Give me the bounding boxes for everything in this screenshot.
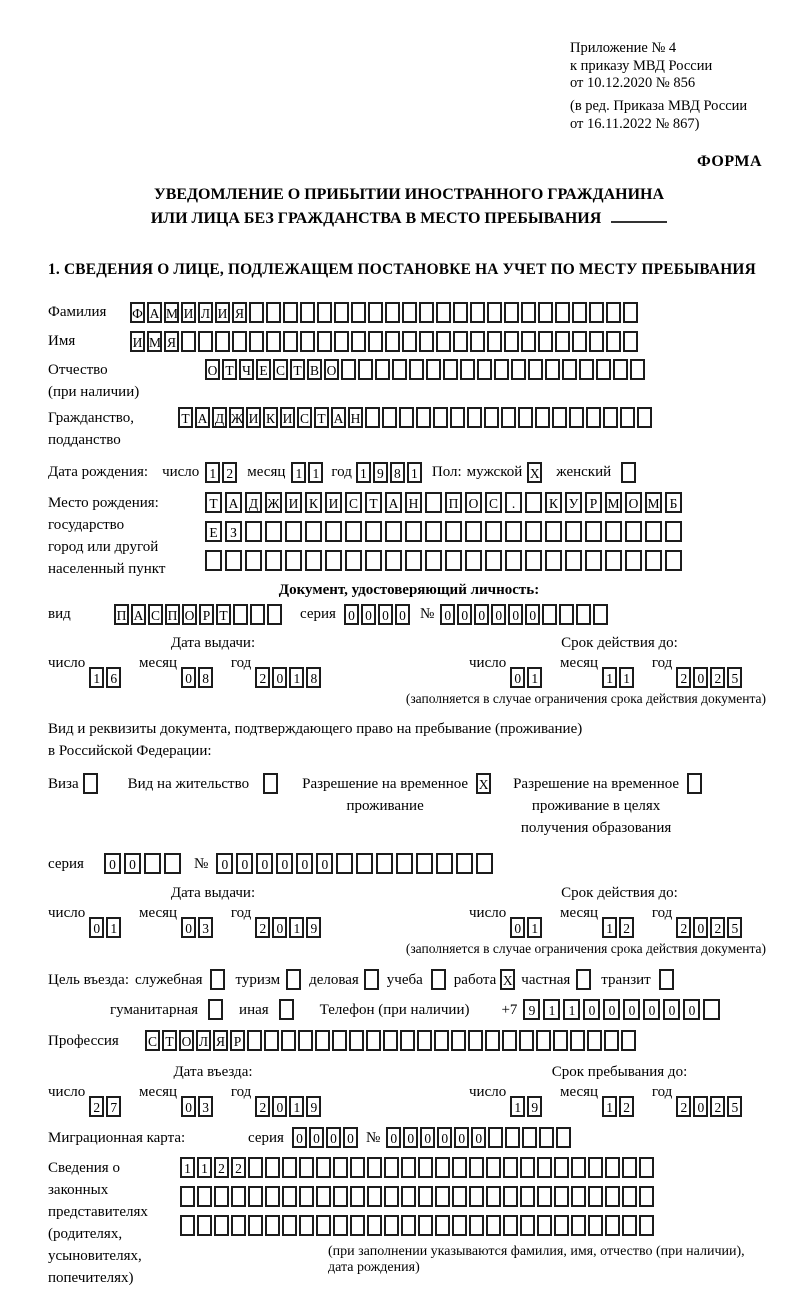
- migration-card-number-label: №: [365, 1129, 381, 1146]
- purpose-work-label: работа: [453, 971, 497, 988]
- stay-until-half: [409, 1062, 770, 1117]
- day-label: число: [162, 464, 200, 481]
- temporary-residence-education-checkbox[interactable]: [687, 773, 704, 794]
- title-blank-underline: [611, 209, 667, 223]
- doc-number-label: №: [419, 606, 435, 623]
- stay-doc-dates: [48, 883, 770, 938]
- expiry-date-fields: [409, 655, 770, 688]
- entry-day-boxes[interactable]: 2 7: [89, 1096, 123, 1117]
- doc-kind-boxes[interactable]: П А С П О Р Т: [114, 604, 284, 625]
- surname-row: [48, 301, 770, 323]
- doc-number-boxes[interactable]: 0 0 0 0 0 0: [440, 604, 610, 625]
- month-label: месяц: [559, 904, 599, 921]
- citizenship-boxes[interactable]: Т А Д Ж И К И С Т А Н: [178, 407, 654, 428]
- stay-doc-expiry-month-boxes[interactable]: 1 2: [602, 917, 636, 938]
- representatives-boxes: [180, 1157, 770, 1276]
- day-label: число: [469, 1083, 507, 1100]
- purpose-label: Цель въезда:: [48, 971, 129, 988]
- day-label: число: [469, 655, 507, 672]
- regulation-reference: [570, 40, 770, 133]
- day-label: число: [48, 1083, 86, 1100]
- stay-doc-issue-fields: [48, 905, 409, 938]
- surname-boxes[interactable]: Ф А М И Л И Я: [130, 302, 640, 323]
- year-label: год: [651, 1083, 673, 1100]
- issue-year-boxes[interactable]: 2 0 1 8: [255, 667, 323, 688]
- representatives-note: (при заполнении указываются фамилия, имя, отчество (при наличии), дата рождения): [328, 1243, 745, 1275]
- citizenship-label: Гражданство, подданство: [48, 410, 135, 449]
- birth-year-boxes[interactable]: 1 9 8 1: [356, 462, 424, 483]
- representatives-row-3[interactable]: [180, 1215, 770, 1236]
- given-name-label: Имя: [48, 333, 76, 350]
- stay-doc-expiry-fields: [409, 905, 770, 938]
- migration-card-label: Миграционная карта:: [48, 1129, 186, 1146]
- day-label: число: [48, 655, 86, 672]
- purpose-humanitarian-label: гуманитарная: [110, 1001, 199, 1018]
- sex-female-label: женский: [556, 464, 612, 481]
- migration-card-row: [48, 1127, 770, 1149]
- stay-doc-issue-month-boxes[interactable]: 0 3: [181, 917, 215, 938]
- stay-doc-issue-year-boxes[interactable]: 2 0 1 9: [255, 917, 323, 938]
- issue-day-boxes[interactable]: 1 6: [89, 667, 123, 688]
- amendment-line-1: (в ред. Приказа МВД России: [570, 98, 748, 115]
- year-label: год: [651, 655, 673, 672]
- purpose-other-checkbox[interactable]: [279, 999, 296, 1020]
- stay-doc-expiry-year-boxes[interactable]: 2 0 2 5: [676, 917, 744, 938]
- expiry-note: (заполняется в случае ограничения срока действия документа): [405, 691, 766, 707]
- stay-doc-expiry-note: (заполняется в случае ограничения срока действия документа): [405, 940, 766, 956]
- entry-date-fields: [48, 1084, 409, 1117]
- stay-doc-expiry-half: [409, 883, 770, 938]
- purpose-official-checkbox[interactable]: [210, 969, 227, 990]
- birth-place-row-3[interactable]: [205, 550, 685, 571]
- issue-month-boxes[interactable]: 0 8: [181, 667, 215, 688]
- year-label: год: [651, 904, 673, 921]
- purpose-humanitarian-checkbox[interactable]: [208, 999, 225, 1020]
- profession-boxes[interactable]: С Т О Л Я Р: [145, 1030, 638, 1051]
- stay-doc-options: [48, 773, 770, 839]
- month-label: месяц: [247, 464, 286, 481]
- birth-date-label: Дата рождения:: [48, 464, 149, 481]
- month-label: месяц: [138, 655, 178, 672]
- order-line: к приказу МВД России: [570, 57, 713, 74]
- purpose-tourism-checkbox[interactable]: [286, 969, 303, 990]
- day-label: число: [48, 904, 86, 921]
- identity-doc-dates: [48, 633, 770, 688]
- day-label: число: [469, 904, 507, 921]
- entry-month-boxes[interactable]: 0 3: [181, 1096, 215, 1117]
- purpose-business-checkbox[interactable]: [364, 969, 381, 990]
- year-label: год: [331, 464, 352, 481]
- expiry-date-heading: Срок действия до:: [561, 635, 678, 652]
- entry-date-half: [48, 1062, 409, 1117]
- month-label: месяц: [138, 904, 178, 921]
- patronymic-label: Отчество (при наличии): [48, 362, 140, 401]
- birth-place-row-1[interactable]: Т А Д Ж И К И С Т А Н П О С . К У Р М О М Б: [205, 492, 685, 513]
- migration-card-number-boxes[interactable]: 0 0 0 0 0 0: [386, 1127, 573, 1148]
- forma-label: ФОРМА: [696, 153, 762, 171]
- sex-female-checkbox[interactable]: [621, 462, 638, 483]
- form-title-line-1: УВЕДОМЛЕНИЕ О ПРИБЫТИИ ИНОСТРАННОГО ГРАЖДАНИНА: [153, 186, 665, 204]
- birth-place-label: Место рождения: государство город или другой населенный пункт: [48, 495, 166, 578]
- stay-doc-intro: Вид и реквизиты документа, подтверждающего право на пребывание (проживание) в Российской Федерации:: [48, 721, 583, 760]
- purpose-other-label: иная: [239, 1001, 269, 1018]
- form-title: [48, 183, 770, 231]
- stay-until-year-boxes[interactable]: 2 0 2 5: [676, 1096, 744, 1117]
- purpose-tourism-label: туризм: [235, 971, 281, 988]
- visa-option: Виза: [48, 773, 100, 795]
- stay-until-day-boxes[interactable]: 1 9: [510, 1096, 544, 1117]
- purpose-private-label: частная: [521, 971, 571, 988]
- section1-heading: 1. СВЕДЕНИЯ О ЛИЦЕ, ПОДЛЕЖАЩЕМ ПОСТАНОВКЕ НА УЧЕТ ПО МЕСТУ ПРЕБЫВАНИЯ: [48, 261, 756, 279]
- identity-issue-half: [48, 633, 409, 688]
- representatives-row-1[interactable]: 1 1 2 2: [180, 1157, 770, 1178]
- birth-place-boxes: [205, 492, 685, 579]
- doc-series-label: серия: [300, 606, 336, 623]
- phone-boxes[interactable]: 9 1 1 0 0 0 0 0 0: [523, 999, 723, 1020]
- stay-doc-issue-day-boxes[interactable]: 0 1: [89, 917, 123, 938]
- month-label: месяц: [138, 1083, 178, 1100]
- appendix-line: Приложение № 4: [570, 40, 677, 56]
- stay-until-heading: Срок пребывания до:: [551, 1063, 688, 1080]
- purpose-transit-checkbox[interactable]: [659, 969, 676, 990]
- stay-doc-number-boxes[interactable]: 0 0 0 0 0 0: [216, 853, 496, 874]
- temporary-residence-education-option: Разрешение на временное проживание в целях получения образования: [513, 773, 704, 839]
- sex-label: Пол:: [431, 464, 462, 481]
- year-label: год: [230, 1083, 252, 1100]
- purpose-private-checkbox[interactable]: [576, 969, 593, 990]
- doc-series-boxes[interactable]: 0 0 0 0: [344, 604, 412, 625]
- birth-month-boxes[interactable]: 1 1: [291, 462, 325, 483]
- migration-card-series-label: серия: [248, 1129, 284, 1146]
- representatives-block: [48, 1157, 770, 1289]
- birth-date-row: [48, 461, 770, 483]
- birth-place-block: [48, 492, 770, 580]
- birth-place-row-2[interactable]: Е З: [205, 521, 685, 542]
- residence-permit-option: Вид на жительство: [128, 773, 280, 795]
- year-label: год: [230, 904, 252, 921]
- surname-label: Фамилия: [48, 304, 107, 321]
- temporary-residence-checkbox[interactable]: X: [476, 773, 493, 794]
- purpose-study-checkbox[interactable]: [431, 969, 448, 990]
- stay-doc-issue-half: [48, 883, 409, 938]
- patronymic-boxes[interactable]: О Т Ч Е С Т В О: [205, 359, 647, 380]
- purpose-transit-label: транзит: [601, 971, 651, 988]
- purpose-study-label: учеба: [386, 971, 423, 988]
- stay-doc-series-boxes[interactable]: 0 0: [104, 853, 184, 874]
- phone-label: Телефон (при наличии): [319, 1001, 470, 1018]
- identity-doc-heading: Документ, удостоверяющий личность:: [278, 582, 540, 599]
- visa-checkbox[interactable]: [83, 773, 100, 794]
- expiry-month-boxes[interactable]: 1 1: [602, 667, 636, 688]
- issue-date-heading: Дата выдачи:: [170, 635, 256, 652]
- stay-doc-expiry-day-boxes[interactable]: 0 1: [510, 917, 544, 938]
- profession-label: Профессия: [48, 1032, 119, 1049]
- expiry-year-boxes[interactable]: 2 0 2 5: [676, 667, 744, 688]
- entry-year-boxes[interactable]: 2 0 1 9: [255, 1096, 323, 1117]
- sex-male-label: мужской: [466, 464, 523, 481]
- given-name-boxes[interactable]: И М Я: [130, 331, 640, 352]
- stay-doc-issue-heading: Дата выдачи:: [170, 884, 256, 901]
- identity-expiry-half: [409, 633, 770, 688]
- purpose-official-label: служебная: [134, 971, 203, 988]
- stay-doc-series-row: [48, 853, 770, 875]
- representatives-label: Сведения о законных представителях (родителях, усыновителях, попечителях): [48, 1159, 148, 1286]
- form-title-line-2: ИЛИ ЛИЦА БЕЗ ГРАЖДАНСТВА В МЕСТО ПРЕБЫВАНИЯ: [48, 207, 770, 231]
- entry-stay-dates: [48, 1062, 770, 1117]
- birth-day-boxes[interactable]: 1 2: [205, 462, 239, 483]
- purpose-work-checkbox[interactable]: X: [500, 969, 517, 990]
- profession-row: [48, 1030, 770, 1052]
- migration-card-series-boxes[interactable]: 0 0 0 0: [292, 1127, 360, 1148]
- doc-kind-label: вид: [48, 606, 71, 623]
- amendment-line-2: от 16.11.2022 № 867): [570, 115, 700, 132]
- stay-doc-series-label: серия: [48, 855, 84, 872]
- purpose-row-2: [48, 999, 770, 1021]
- purpose-business-label: деловая: [309, 971, 359, 988]
- year-label: год: [230, 655, 252, 672]
- identity-doc-row: [48, 603, 770, 625]
- issue-date-fields: [48, 655, 409, 688]
- purpose-row-1: [48, 969, 770, 991]
- temporary-residence-option: Разрешение на временное проживание X: [302, 773, 493, 817]
- month-label: месяц: [559, 1083, 599, 1100]
- given-name-row: [48, 330, 770, 352]
- entry-date-heading: Дата въезда:: [173, 1063, 253, 1080]
- citizenship-row: [48, 407, 770, 451]
- sex-male-checkbox[interactable]: X: [527, 462, 544, 483]
- stay-until-month-boxes[interactable]: 1 2: [602, 1096, 636, 1117]
- expiry-day-boxes[interactable]: 0 1: [510, 667, 544, 688]
- month-label: месяц: [559, 655, 599, 672]
- stay-doc-expiry-heading: Срок действия до:: [561, 884, 678, 901]
- stay-until-fields: [409, 1084, 770, 1117]
- stay-doc-number-label: №: [194, 855, 209, 872]
- order-date-line: от 10.12.2020 № 856: [570, 75, 696, 92]
- representatives-row-2[interactable]: [180, 1186, 770, 1207]
- residence-permit-checkbox[interactable]: [263, 773, 280, 794]
- patronymic-row: [48, 359, 770, 403]
- phone-prefix: +7: [501, 1001, 518, 1018]
